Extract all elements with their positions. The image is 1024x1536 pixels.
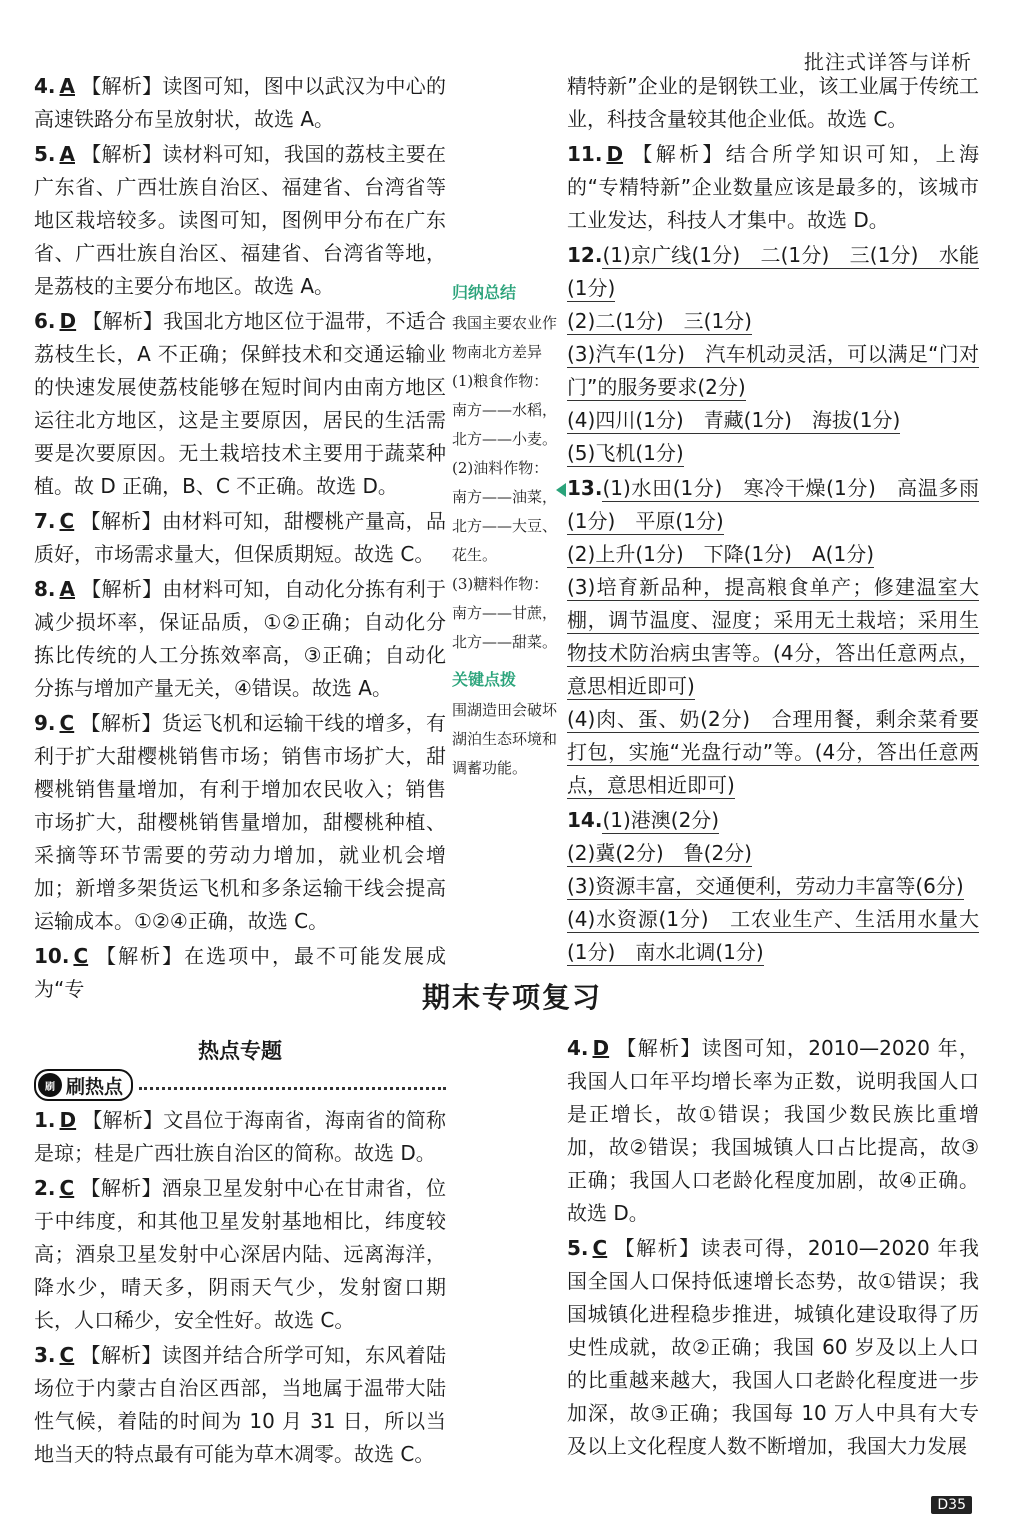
sidebar-text: 围湖造田会破坏湖泊生态环境和调蓄功能。 xyxy=(452,701,558,777)
answer-item: 6. D 【解析】我国北方地区位于温带，不适合荔枝生长，A 不正确；保鲜技术和交通运输业的快速发展使荔枝能够在短时间内由南方地区运往北方地区，这是主要原因，居民的生活需要是次要原因。无土栽培技术主要用于蔬菜种植。故 D 正确，B、C 不正确。故选 D。 xyxy=(34,309,446,498)
answer-column-top-right xyxy=(567,70,979,971)
badge-row xyxy=(34,1071,446,1099)
dotted-divider xyxy=(139,1087,446,1090)
answer-item: 1. D 【解析】文昌位于海南省，海南省的简称是琼；桂是广西壮族自治区的简称。故选 D。 xyxy=(34,1108,446,1165)
section-title: 期末专项复习 xyxy=(421,981,602,1014)
answer-item: 11. D 【解析】结合所学知识可知，上海的“专精特新”企业数量应该是最多的，该城市工业发达，科技人才集中。故选 D。 xyxy=(567,142,979,232)
answer-item: 12.(1)京广线(1分) 二(1分) 三(1分) 水能(1分) (2)二(1分) 三(1分) (3)汽车(1分) 汽车机动灵活，可以满足“门对门”的服务要求(2分) (4)四川(1分) 青藏(1分) 海拔(1分) (5)飞机(1分) xyxy=(567,243,979,465)
hot-topic-badge: 刷 刷热点 xyxy=(34,1069,133,1101)
answer-item: 5. C 【解析】读表可得，2010—2020 年我国全国人口保持低速增长态势，故①错误；我国城镇化进程稳步推进，城镇化建设取得了历史性成就，故②正确；我国 60 岁及以上人口的比重越来越大，我国人口老龄化程度进一步加深，故③正确；我国每 10 万人中具有大专及以上文化程度人数不断增加，我国大力发展 xyxy=(567,1236,979,1458)
answer-item: 8. A 【解析】由材料可知，自动化分拣有利于减少损坏率，保证品质，①②正确；自动化分拣比传统的人工分拣效率高，③正确；自动化分拣与增加产量无关，④错误。故选 A。 xyxy=(34,577,446,700)
answer-item: 9. C 【解析】货运飞机和运输干线的增多，有利于扩大甜樱桃销售市场；销售市场扩大，甜樱桃销售量增加，有利于增加农民收入；销售市场扩大，甜樱桃销售量增加，甜樱桃种植、采摘等环节需要的劳动力增加，就业机会增加；新增多架货运飞机和多条运输干线会提高运输成本。①②④正确，故选 C。 xyxy=(34,711,446,933)
answer-item: 4. D 【解析】读图可知，2010—2020 年，我国人口年平均增长率为正数，说明我国人口是正增长，故①错误；我国少数民族比重增加，故②错误；我国城镇人口占比提高，故③正确；我国人口老龄化程度加剧，故④正确。故选 D。 xyxy=(567,1036,979,1225)
page-number: D35 xyxy=(931,1496,972,1514)
answer-item: 5. A 【解析】读材料可知，我国的荔枝主要在广东省、广西壮族自治区、福建省、台湾省等地区栽培较多。读图可知，图例甲分布在广东省、广西壮族自治区、福建省、台湾省等地，是荔枝的主要分布地区。故选 A。 xyxy=(34,142,446,298)
sidebar-text: (2)油料作物：南方——油菜，北方——大豆、花生。 xyxy=(452,459,558,564)
answer-item: 14.(1)港澳(2分) (2)冀(2分) 鲁(2分) (3)资源丰富，交通便利，劳动力丰富等(6分) (4)水资源(1分) 工农业生产、生活用水量大(1分) 南水北调(1分) xyxy=(567,808,979,964)
section-subtitle: 热点专题 xyxy=(198,1039,282,1063)
sidebar-text: (1)粮食作物：南方——水稻，北方——小麦。 xyxy=(452,372,558,448)
header-title: 批注式详答与详析 xyxy=(804,50,972,74)
answer-item: 13.(1)水田(1分) 寒冷干燥(1分) 高温多雨(1分) 平原(1分) (2)上升(1分) 下降(1分) A(1分) (3)培育新品种，提高粮食单产；修建温室大棚，调节温度、湿度；采用无土栽培；采用生物技术防治病虫害等。(4分，答出任意两点，意思相近即可) (4)肉、蛋、奶(2分) 合理用餐，剩余菜肴要打包，实施“光盘行动”等。(4分，答出任意两点，意思相近即可) xyxy=(567,476,979,797)
answer-continuation: 精特新”企业的是钢铁工业，该工业属于传统工业，科技含量较其他企业低。故选 C。 xyxy=(567,74,979,131)
answer-item: 3. C 【解析】读图并结合所学可知，东风着陆场位于内蒙古自治区西部，当地属于温带大陆性气候，着陆的时间为 10 月 31 日，所以当地当天的特点最有可能为草木凋零。故选 C。 xyxy=(34,1343,446,1466)
answer-item: 4. A 【解析】读图可知，图中以武汉为中心的高速铁路分布呈放射状，故选 A。 xyxy=(34,74,446,131)
answer-item: 7. C 【解析】由材料可知，甜樱桃产量高，品质好，市场需求量大，但保质期短。故选 C。 xyxy=(34,509,446,566)
sidebar-notes xyxy=(452,278,560,783)
pointer-arrow-icon xyxy=(556,483,566,497)
sidebar-title-summary: 归纳总结 xyxy=(452,283,517,302)
sidebar-text: (3)糖料作物：南方——甘蔗，北方——甜菜。 xyxy=(452,575,558,651)
answer-column-top-left xyxy=(34,70,446,1008)
answer-item: 10. C 【解析】在选项中，最不可能发展成为“专 xyxy=(34,944,446,1001)
answer-column-bottom-right xyxy=(567,1032,979,1465)
answer-column-bottom-left xyxy=(34,1104,446,1473)
sidebar-title-key: 关键点拨 xyxy=(452,670,517,689)
answer-item: 2. C 【解析】酒泉卫星发射中心在甘肃省，位于中纬度，和其他卫星发射基地相比，纬度较高；酒泉卫星发射中心深居内陆、远离海洋，降水少，晴天多，阴雨天气少，发射窗口期长，人口稀少，安全性好。故选 C。 xyxy=(34,1176,446,1332)
sidebar-text: 我国主要农业作物南北方差异 xyxy=(452,314,558,361)
brush-icon: 刷 xyxy=(38,1073,62,1097)
